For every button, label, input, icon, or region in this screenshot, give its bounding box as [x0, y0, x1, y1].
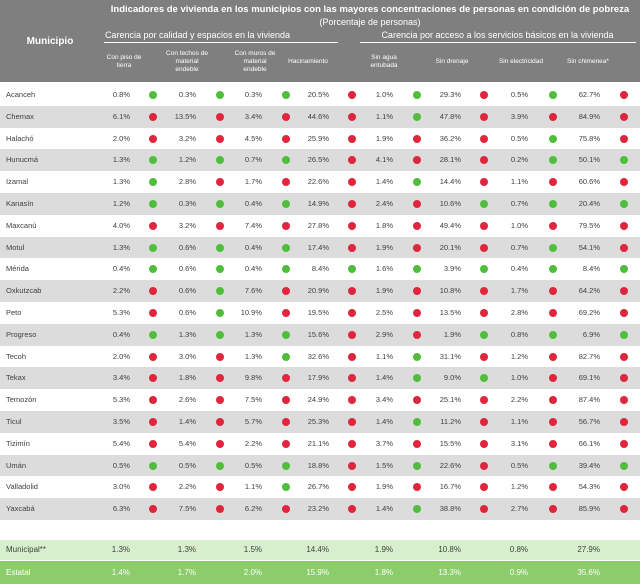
municipio-name: Yaxcabá — [6, 504, 35, 514]
summary-value: 1.9% — [374, 545, 393, 554]
column-header-piso: Con piso de tierra — [106, 54, 142, 69]
cell-value: 7.5% — [244, 395, 262, 405]
column-header-techos: Con techos de material endeble — [166, 50, 208, 73]
summary-value: 1.4% — [111, 568, 130, 577]
cell-value: 13.5% — [439, 307, 461, 317]
cell-value: 2.7% — [510, 504, 528, 514]
table-row — [0, 324, 640, 346]
cell-value: 31.1% — [439, 351, 461, 361]
cell-value: 64.2% — [578, 286, 600, 296]
cell-value: 1.9% — [375, 133, 393, 143]
cell-value: 0.5% — [510, 460, 528, 470]
cell-value: 10.8% — [439, 286, 461, 296]
cell-value: 1.8% — [178, 373, 196, 383]
cell-value: 79.5% — [578, 220, 600, 230]
municipio-name: Hunucmá — [6, 155, 39, 165]
cell-value: 5.3% — [112, 307, 130, 317]
status-dot-green — [620, 265, 628, 273]
status-dot-red — [620, 505, 628, 513]
cell-value: 1.2% — [510, 482, 528, 492]
cell-value: 0.5% — [178, 460, 196, 470]
cell-value: 0.8% — [510, 329, 528, 339]
cell-value: 15.6% — [307, 329, 329, 339]
cell-value: 0.5% — [244, 460, 262, 470]
summary-value: 35.6% — [577, 568, 600, 577]
summary-value: 13.3% — [438, 568, 461, 577]
cell-value: 1.4% — [178, 416, 196, 426]
municipio-name: Izamal — [6, 177, 29, 187]
summary-value: 1.3% — [111, 545, 130, 554]
cell-value: 15.5% — [439, 438, 461, 448]
cell-value: 3.4% — [375, 395, 393, 405]
cell-value: 1.1% — [244, 482, 262, 492]
table-row — [0, 215, 640, 237]
table-title: Indicadores de vivienda en los municipios con las mayores concentraciones de personas en condición de pobreza — [110, 4, 630, 15]
cell-value: 11.2% — [440, 416, 461, 426]
cell-value: 1.0% — [510, 220, 528, 230]
status-dot-red — [620, 309, 628, 317]
cell-value: 0.3% — [178, 198, 196, 208]
cell-value: 69.2% — [578, 307, 600, 317]
cell-value: 3.4% — [244, 111, 262, 121]
cell-value: 1.2% — [510, 351, 528, 361]
cell-value: 29.3% — [439, 90, 461, 99]
cell-value: 27.8% — [307, 220, 329, 230]
status-dot-red — [620, 113, 628, 121]
cell-value: 25.1% — [439, 395, 461, 405]
cell-value: 1.1% — [375, 351, 393, 361]
cell-value: 3.2% — [178, 220, 196, 230]
cell-value: 1.9% — [375, 286, 393, 296]
table-row — [0, 389, 640, 411]
cell-value: 0.5% — [510, 133, 528, 143]
cell-value: 28.1% — [439, 155, 461, 165]
cell-value: 22.6% — [307, 177, 329, 187]
cell-value: 1.3% — [244, 351, 262, 361]
cell-value: 20.9% — [307, 286, 329, 296]
municipio-name: Kanasín — [6, 198, 34, 208]
cell-value: 60.6% — [578, 177, 600, 187]
status-dot-red — [620, 91, 628, 99]
cell-value: 2.0% — [112, 351, 130, 361]
cell-value: 1.6% — [375, 264, 393, 274]
cell-value: 21.1% — [307, 438, 329, 448]
cell-value: 75.8% — [578, 133, 600, 143]
cell-value: 22.6% — [439, 460, 461, 470]
cell-value: 0.3% — [178, 90, 196, 99]
cell-value: 85.9% — [578, 504, 600, 514]
cell-value: 1.2% — [178, 155, 196, 165]
table-subtitle: (Porcentaje de personas) — [319, 17, 421, 27]
status-dot-red — [620, 353, 628, 361]
cell-value: 17.9% — [307, 373, 329, 383]
table-row — [0, 302, 640, 324]
cell-value: 6.9% — [582, 329, 600, 339]
municipio-name: Tizimín — [6, 438, 30, 448]
cell-value: 2.9% — [375, 329, 393, 339]
table-row — [0, 476, 640, 498]
cell-value: 0.7% — [244, 155, 262, 165]
table-row — [0, 258, 640, 280]
cell-value: 44.6% — [307, 111, 329, 121]
table-row — [0, 84, 640, 106]
cell-value: 7.4% — [244, 220, 262, 230]
cell-value: 0.4% — [112, 264, 130, 274]
cell-value: 0.4% — [244, 264, 262, 274]
cell-value: 2.8% — [510, 307, 528, 317]
cell-value: 0.4% — [112, 329, 130, 339]
cell-value: 16.7% — [439, 482, 461, 492]
status-dot-red — [620, 374, 628, 382]
cell-value: 4.5% — [244, 133, 262, 143]
cell-value: 7.5% — [178, 504, 196, 514]
summary-value: 0.9% — [509, 568, 528, 577]
cell-value: 2.8% — [178, 177, 196, 187]
table-row — [0, 171, 640, 193]
cell-value: 9.8% — [244, 373, 262, 383]
cell-value: 50.1% — [578, 155, 600, 165]
cell-value: 14.4% — [439, 177, 461, 187]
cell-value: 6.1% — [112, 111, 130, 121]
summary-value: 0.8% — [509, 545, 528, 554]
column-header-drenaje: Sin drenaje — [435, 58, 469, 65]
cell-value: 54.3% — [578, 482, 600, 492]
cell-value: 2.2% — [510, 395, 528, 405]
table-row — [0, 149, 640, 171]
status-dot-green — [620, 200, 628, 208]
cell-value: 0.6% — [178, 242, 196, 252]
cell-value: 0.7% — [510, 242, 528, 252]
cell-value: 0.4% — [510, 264, 528, 274]
cell-value: 18.8% — [307, 460, 329, 470]
cell-value: 8.4% — [582, 264, 600, 274]
status-dot-green — [620, 462, 628, 470]
cell-value: 82.7% — [578, 351, 600, 361]
cell-value: 1.9% — [375, 482, 393, 492]
cell-value: 20.1% — [439, 242, 461, 252]
cell-value: 1.1% — [510, 416, 528, 426]
table-row — [0, 498, 640, 520]
summary-value: 1.8% — [374, 568, 393, 577]
municipio-name: Halachó — [6, 133, 34, 143]
table-header — [0, 0, 640, 82]
cell-value: 84.9% — [578, 111, 600, 121]
cell-value: 0.5% — [112, 460, 130, 470]
column-header-hacinamiento: Hacinamiento — [288, 58, 328, 65]
municipio-name: Acanceh — [6, 90, 36, 99]
table-row — [0, 433, 640, 455]
cell-value: 0.6% — [178, 286, 196, 296]
cell-value: 3.2% — [178, 133, 196, 143]
cell-value: 69.1% — [578, 373, 600, 383]
cell-value: 1.0% — [510, 373, 528, 383]
summary-label: Estatal — [6, 568, 31, 577]
cell-value: 6.2% — [244, 504, 262, 514]
cell-value: 1.4% — [375, 373, 393, 383]
cell-value: 1.8% — [375, 220, 393, 230]
cell-value: 1.4% — [375, 416, 393, 426]
table-row — [0, 237, 640, 259]
summary-value: 10.8% — [438, 545, 461, 554]
cell-value: 1.1% — [375, 111, 393, 121]
municipio-header: Municipio — [26, 36, 74, 47]
cell-value: 5.7% — [244, 416, 262, 426]
cell-value: 1.0% — [375, 90, 393, 99]
cell-value: 1.3% — [112, 155, 130, 165]
group-header-servicios: Carencia por acceso a los servicios básicos en la vivienda — [381, 30, 614, 40]
municipio-name: Maxcanú — [6, 220, 37, 230]
cell-value: 5.4% — [112, 438, 130, 448]
column-header-electricidad: Sin electricidad — [498, 58, 544, 65]
status-dot-green — [620, 156, 628, 164]
table-row — [0, 367, 640, 389]
cell-value: 0.4% — [244, 198, 262, 208]
municipio-name: Progreso — [6, 329, 37, 339]
cell-value: 1.3% — [244, 329, 262, 339]
cell-value: 49.4% — [439, 220, 461, 230]
summary-value: 1.7% — [177, 568, 196, 577]
cell-value: 4.1% — [375, 155, 393, 165]
cell-value: 19.5% — [307, 307, 329, 317]
cell-value: 6.3% — [112, 504, 130, 514]
table-row — [0, 346, 640, 368]
column-header-muros: Con muros de material endeble — [234, 50, 276, 73]
summary-value: 2.0% — [243, 568, 262, 577]
cell-value: 0.8% — [112, 90, 130, 99]
status-dot-red — [620, 483, 628, 491]
cell-value: 1.4% — [375, 504, 393, 514]
municipio-name: Ticul — [6, 416, 22, 426]
cell-value: 1.3% — [112, 177, 130, 187]
cell-value: 3.7% — [375, 438, 393, 448]
municipio-name: Peto — [6, 307, 22, 317]
cell-value: 1.9% — [375, 242, 393, 252]
cell-value: 5.4% — [178, 438, 196, 448]
cell-value: 56.7% — [578, 416, 600, 426]
municipio-name: Motul — [6, 242, 25, 252]
cell-value: 4.0% — [112, 220, 130, 230]
table-row — [0, 455, 640, 477]
column-header-chimenea: Sin chimenea* — [567, 58, 609, 65]
municipio-name: Temozón — [6, 395, 37, 405]
cell-value: 36.2% — [439, 133, 461, 143]
municipio-name: Oxkutzcab — [6, 286, 42, 296]
cell-value: 20.4% — [578, 198, 600, 208]
cell-value: 54.1% — [578, 242, 600, 252]
table-row — [0, 106, 640, 128]
cell-value: 47.8% — [439, 111, 461, 121]
cell-value: 14.9% — [307, 198, 329, 208]
cell-value: 13.5% — [174, 111, 196, 121]
summary-value: 27.9% — [577, 545, 600, 554]
cell-value: 1.7% — [510, 286, 528, 296]
table-row — [0, 128, 640, 150]
status-dot-red — [620, 244, 628, 252]
cell-value: 0.5% — [510, 90, 528, 99]
summary-value: 15.9% — [306, 568, 329, 577]
cell-value: 1.2% — [112, 198, 130, 208]
cell-value: 3.4% — [112, 373, 130, 383]
table-row — [0, 411, 640, 433]
cell-value: 3.1% — [510, 438, 528, 448]
cell-value: 0.2% — [510, 155, 528, 165]
cell-value: 2.5% — [375, 307, 393, 317]
cell-value: 0.4% — [244, 242, 262, 252]
municipio-name: Chemax — [6, 111, 34, 121]
municipio-name: Tecoh — [6, 351, 27, 361]
municipio-name: Mérida — [6, 264, 29, 274]
group-underline-calidad — [104, 42, 338, 43]
cell-value: 9.0% — [443, 373, 461, 383]
cell-value: 2.2% — [178, 482, 196, 492]
status-dot-red — [620, 178, 628, 186]
status-dot-red — [620, 222, 628, 230]
cell-value: 1.3% — [178, 329, 196, 339]
cell-value: 32.6% — [307, 351, 329, 361]
cell-value: 5.3% — [112, 395, 130, 405]
cell-value: 17.4% — [307, 242, 329, 252]
cell-value: 26.5% — [307, 155, 329, 165]
table-body — [0, 84, 640, 520]
cell-value: 20.5% — [307, 90, 329, 99]
cell-value: 3.9% — [510, 111, 528, 121]
cell-value: 24.9% — [307, 395, 329, 405]
cell-value: 26.7% — [307, 482, 329, 492]
municipio-name: Valladolid — [6, 482, 38, 492]
cell-value: 1.4% — [375, 177, 393, 187]
cell-value: 23.2% — [307, 504, 329, 514]
cell-value: 0.3% — [244, 90, 262, 99]
status-dot-red — [620, 418, 628, 426]
cell-value: 3.0% — [178, 351, 196, 361]
cell-value: 10.6% — [439, 198, 461, 208]
municipio-name: Umán — [6, 460, 27, 470]
cell-value: 2.4% — [375, 198, 393, 208]
cell-value: 87.4% — [578, 395, 600, 405]
status-dot-green — [620, 331, 628, 339]
summary-row-estatal — [0, 561, 640, 584]
cell-value: 7.6% — [244, 286, 262, 296]
cell-value: 25.3% — [307, 416, 329, 426]
cell-value: 3.9% — [443, 264, 461, 274]
summary-value: 14.4% — [306, 545, 329, 554]
table-row — [0, 193, 640, 215]
status-dot-red — [620, 135, 628, 143]
group-header-calidad: Carencia por calidad y espacios en la vivienda — [104, 30, 291, 40]
cell-value: 2.2% — [244, 438, 262, 448]
cell-value: 1.9% — [443, 329, 461, 339]
summary-value: 1.5% — [243, 545, 262, 554]
status-dot-red — [620, 440, 628, 448]
cell-value: 66.1% — [578, 438, 600, 448]
cell-value: 38.8% — [439, 504, 461, 514]
status-dot-red — [620, 287, 628, 295]
table-row — [0, 280, 640, 302]
cell-value: 1.5% — [375, 460, 393, 470]
cell-value: 1.3% — [112, 242, 130, 252]
cell-value: 2.2% — [112, 286, 130, 296]
cell-value: 62.7% — [578, 90, 600, 99]
cell-value: 1.1% — [510, 177, 528, 187]
group-underline-servicios — [360, 42, 636, 43]
cell-value: 8.4% — [311, 264, 329, 274]
cell-value: 3.0% — [112, 482, 130, 492]
cell-value: 0.7% — [510, 198, 528, 208]
cell-value: 1.7% — [244, 177, 262, 187]
cell-value: 25.9% — [307, 133, 329, 143]
summary-label: Municipal** — [6, 545, 47, 554]
cell-value: 2.0% — [112, 133, 130, 143]
summary-row-municipal — [0, 540, 640, 560]
cell-value: 10.9% — [240, 307, 262, 317]
cell-value: 3.5% — [112, 416, 130, 426]
status-dot-red — [620, 396, 628, 404]
cell-value: 0.6% — [178, 264, 196, 274]
cell-value: 39.4% — [578, 460, 600, 470]
summary-value: 1.3% — [177, 545, 196, 554]
cell-value: 2.6% — [178, 395, 196, 405]
municipio-name: Tekax — [6, 373, 26, 383]
cell-value: 0.6% — [178, 307, 196, 317]
column-header-agua: Sin agua entubada — [370, 54, 398, 69]
